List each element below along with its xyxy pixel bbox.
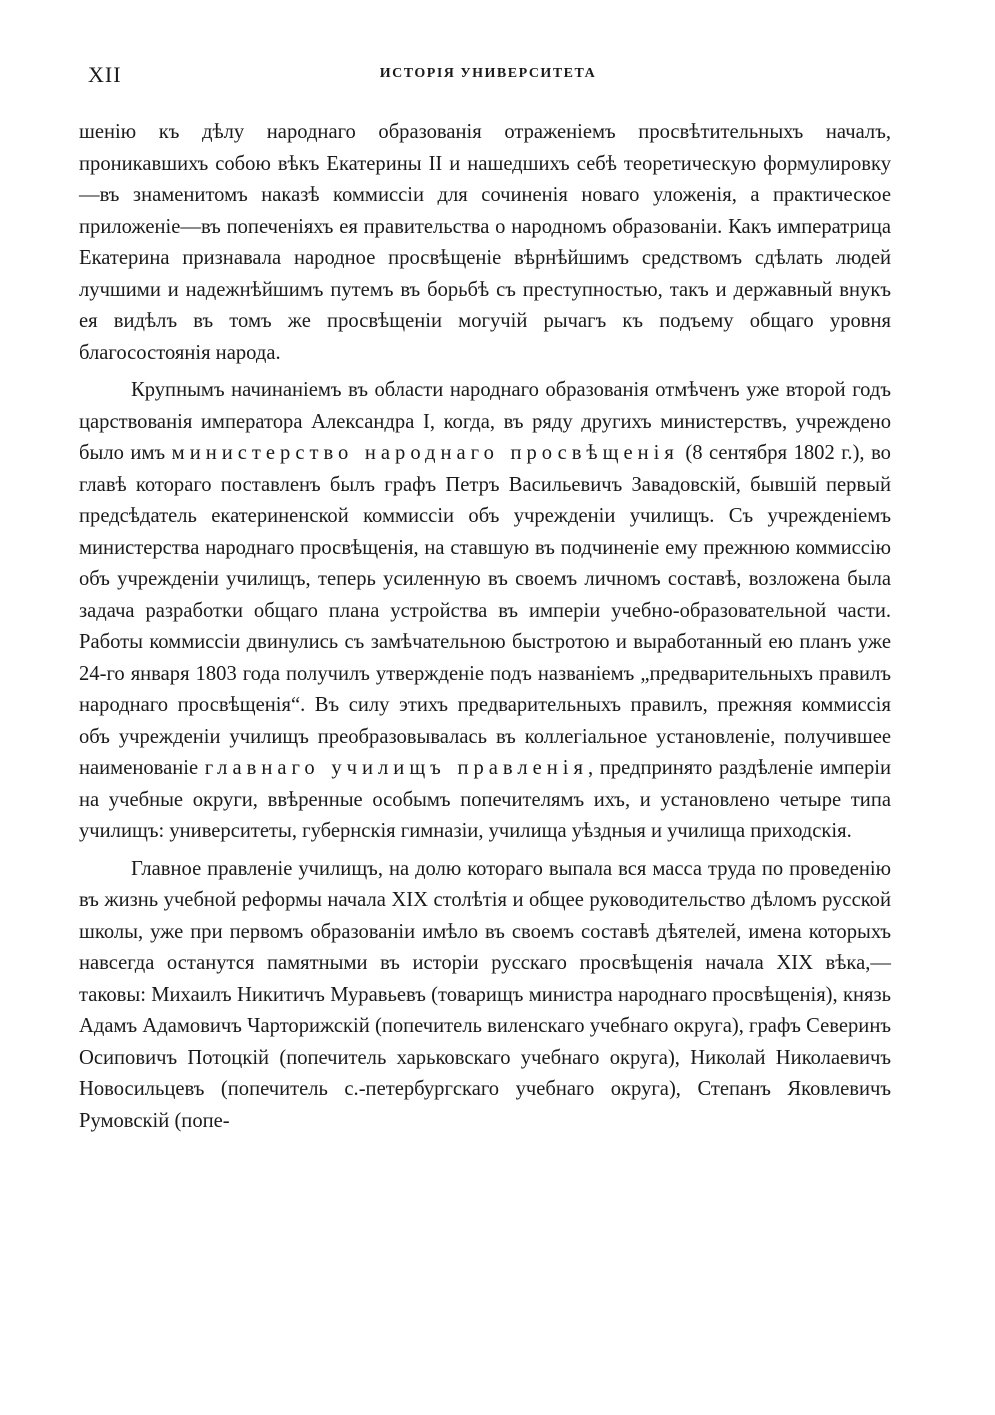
- running-title: ИСТОРІЯ УНИВЕРСИТЕТА: [379, 66, 597, 81]
- emphasis-ministry: министерство народнаго просвѣщенія: [171, 442, 679, 464]
- page-number: XII: [88, 62, 122, 87]
- page-body: [79, 117, 891, 1137]
- page-header: [88, 62, 888, 88]
- paragraph-2-text-c: , предпринято раздѣленіе имперіи на учебные округи, ввѣренные особымъ попечителямъ ихъ, и установлено четыре типа училищъ: университеты, губернскія гимназіи, училища уѣздныя и училища приходскія.: [79, 757, 891, 842]
- emphasis-main-board: главнаго училищъ правленія: [204, 757, 589, 779]
- paragraph-2-text-a: Крупнымъ начинаніемъ въ области народнаго образованія отмѣченъ уже второй годъ царствованія императора Александра I, когда, въ ряду другихъ министерствъ, учреждено было имъ: [79, 379, 891, 464]
- paragraph-2: [79, 375, 891, 848]
- paragraph-1: шенію къ дѣлу народнаго образованія отраженіемъ просвѣтительныхъ началъ, проникавшихъ собою вѣкъ Екатерины II и нашедшихъ себѣ теоретическую формулировку—въ знаменитомъ наказѣ коммиссіи для сочиненія новаго уложенія, а практическое приложеніе—въ попеченіяхъ ея правительства о народномъ образованіи. Какъ императрица Екатерина признавала народное просвѣщеніе вѣрнѣйшимъ средствомъ сдѣлать людей лучшими и надежнѣйшимъ путемъ въ борьбѣ съ преступностью, такъ и державный внукъ ея видѣлъ въ томъ же просвѣщеніи могучій рычагъ къ подъему общаго уровня благосостоянія народа.: [79, 121, 891, 364]
- paragraph-2-text-b: (8 сентября 1802 г.), во главѣ котораго поставленъ былъ графъ Петръ Васильевичъ Завадовскій, бывшій первый предсѣдатель екатериненской коммиссіи объ учрежденіи училищъ. Съ учрежденіемъ министерства народнаго просвѣщенія, на ставшую въ подчиненіе ему прежнюю коммиссію объ учрежденіи училищъ, теперь усиленную въ своемъ личномъ составѣ, возложена была задача разработки общаго плана устройства въ имперіи учебно-образовательной части. Работы коммиссіи двинулись съ замѣчательною быстротою и выработанный ею планъ уже 24-го января 1803 года получилъ утвержденіе подъ названіемъ „предварительныхъ правилъ народнаго просвѣщенія“. Въ силу этихъ предварительныхъ правилъ, прежняя коммиссія объ учрежденіи училищъ преобразовывалась въ коллегіальное установленіе, получившее наименованіе: [79, 442, 891, 779]
- paragraph-3: Главное правленіе училищъ, на долю котораго выпала вся масса труда по проведенію въ жизнь учебной реформы начала XIX столѣтія и общее руководительство дѣломъ русской школы, уже при первомъ образованіи имѣло въ своемъ составѣ дѣятелей, имена которыхъ навсегда останутся памятными въ исторіи русскаго просвѣщенія начала XIX вѣка,—таковы: Михаилъ Никитичъ Муравьевъ (товарищъ министра народнаго просвѣщенія), князь Адамъ Адамовичъ Чарторижскій (попечитель виленскаго учебнаго округа), графъ Северинъ Осиповичъ Потоцкій (попечитель харьковскаго учебнаго округа), Николай Николаевичъ Новосильцевъ (попечитель с.-петербургскаго учебнаго округа), Степанъ Яковлевичъ Румовскій (попе-: [79, 857, 891, 1132]
